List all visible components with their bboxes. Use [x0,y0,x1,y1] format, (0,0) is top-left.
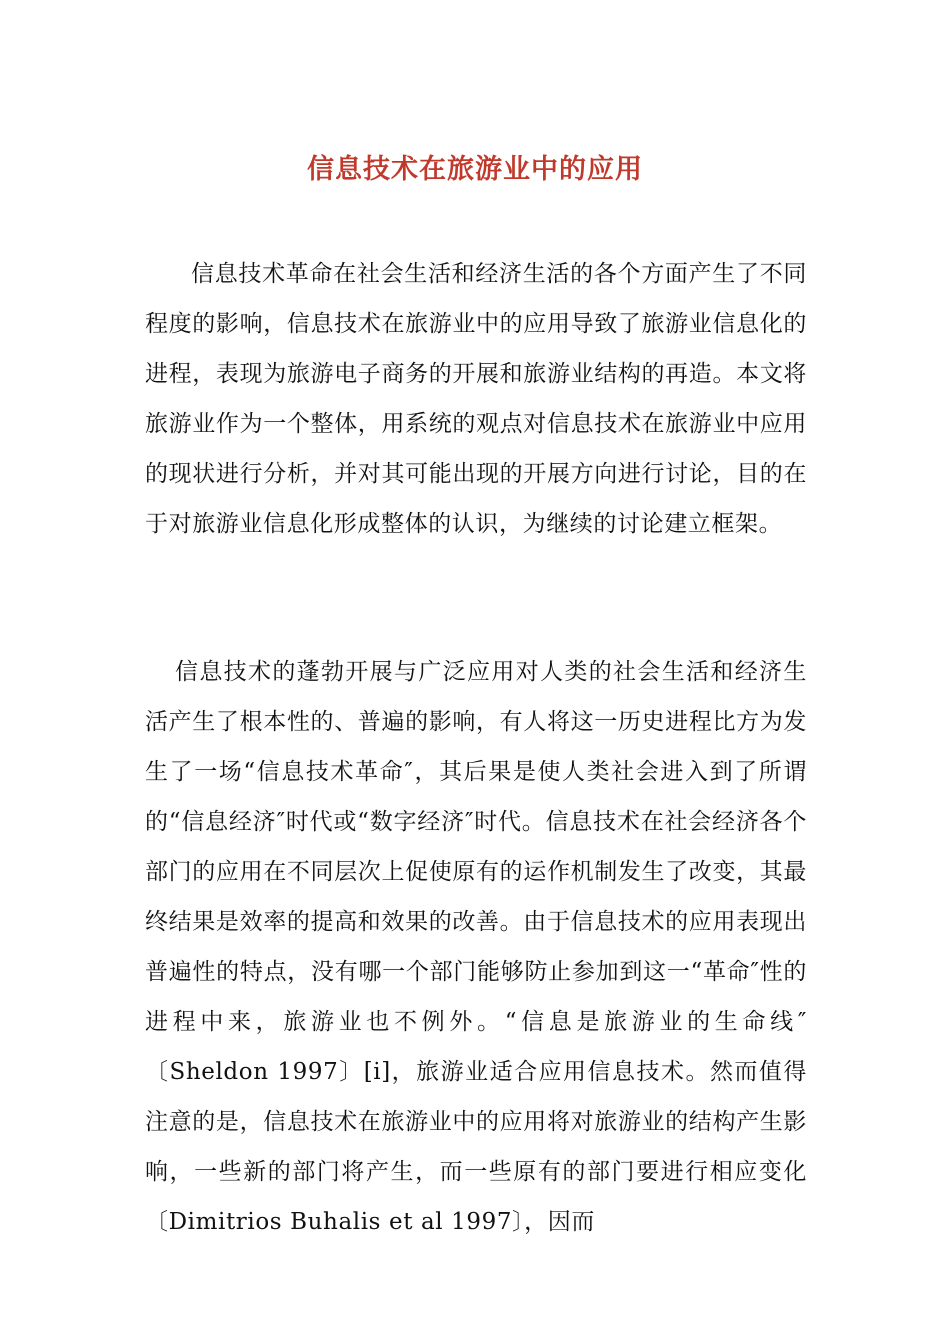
paragraph-abstract: 信息技术革命在社会生活和经济生活的各个方面产生了不同程度的影响，信息技术在旅游业中的应用导致了旅游业信息化的进程，表现为旅游电子商务的开展和旅游业结构的再造。本文将旅游业作为一个整体，用系统的观点对信息技术在旅游业中应用的现状进行分析，并对其可能出现的开展方向进行讨论，目的在于对旅游业信息化形成整体的认识，为继续的讨论建立框架。 [145,261,807,537]
document-title: 信息技术在旅游业中的应用 [307,154,643,186]
paragraph-body: 信息技术的蓬勃开展与广泛应用对人类的社会生活和经济生活产生了根本性的、普遍的影响，有人将这一历史进程比方为发生了一场“信息技术革命″，其后果是使人类社会进入到了所谓的“信息经济″时代或“数字经济″时代。信息技术在社会经济各个部门的应用在不同层次上促使原有的运作机制发生了改变，其最终结果是效率的提高和效果的改善。由于信息技术的应用表现出普遍性的特点，没有哪一个部门能够防止参加到这一“革命″性的进程中来，旅游业也不例外。“信息是旅游业的生命线″〔Sheldon 1997〕[i]，旅游业适合应用信息技术。然而值得注意的是，信息技术在旅游业中的应用将对旅游业的结构产生影响，一些新的部门将产生，而一些原有的部门要进行相应变化〔Dimitrios Buhalis et al 1997〕，因而 [145,659,807,1235]
